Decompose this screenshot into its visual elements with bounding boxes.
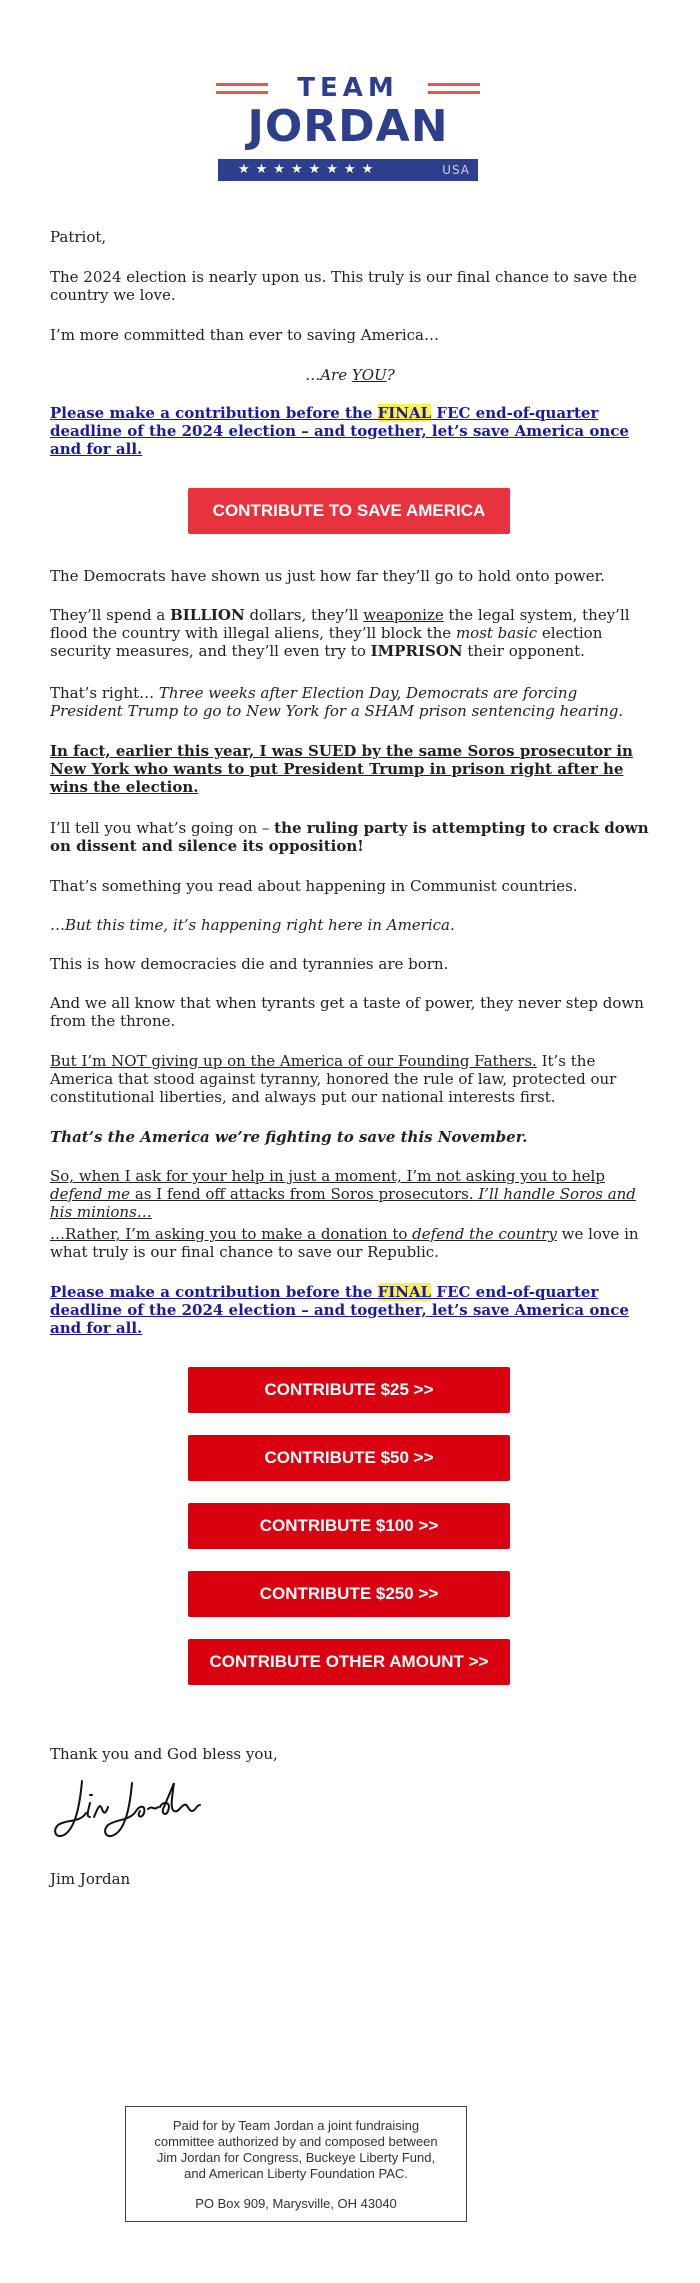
paragraph-11: This is how democracies die and tyrannies are born. — [50, 955, 449, 973]
signature-name: Jim Jordan — [50, 1870, 131, 1888]
disclaimer-text: Paid for by Team Jordan a joint fundraising committee authorized by and composed between Jim Jordan for Congress, Buckeye Liberty Fund, and American Liberty Foundation PAC. — [154, 2118, 438, 2181]
signature-icon — [50, 1773, 210, 1853]
paragraph-1: The 2024 election is nearly upon us. This truly is our final chance to save the country we love. — [50, 268, 637, 304]
paragraph-16: …Rather, I’m asking you to make a donation to defend the country we love in what truly is our final chance to save our Republic. — [50, 1225, 639, 1261]
contribute-25-button[interactable]: CONTRIBUTE $25 >> — [188, 1367, 510, 1413]
contribute-to-save-america-button[interactable]: CONTRIBUTE TO SAVE AMERICA — [188, 488, 510, 534]
paragraph-2: I’m more committed than ever to saving America… — [50, 326, 439, 344]
logo-stars-bar — [218, 159, 478, 181]
paid-for-by-disclaimer — [125, 2106, 467, 2222]
paragraph-14: That’s the America we’re fighting to save this November. — [50, 1128, 528, 1146]
closing: Thank you and God bless you, — [50, 1745, 278, 1763]
paragraph-15: So, when I ask for your help in just a moment, I’m not asking you to help defend me as I fend off attacks from Soros prosecutors. I’ll handle Soros and his minions… — [50, 1167, 636, 1221]
paragraph-9: That’s something you read about happening in Communist countries. — [50, 877, 578, 895]
logo-usa-text: USA — [442, 163, 470, 177]
contribute-100-button[interactable]: CONTRIBUTE $100 >> — [188, 1503, 510, 1549]
contribute-50-button[interactable]: CONTRIBUTE $50 >> — [188, 1435, 510, 1481]
paragraph-5: They’ll spend a BILLION dollars, they’ll weaponize the legal system, they’ll flood the country with illegal aliens, they’ll block the most basic election security measures, and they’ll even try to IMPRISON their opponent. — [50, 606, 630, 660]
disclaimer-address: PO Box 909, Marysville, OH 43040 — [195, 2196, 397, 2211]
logo-jordan-text: JORDAN — [247, 101, 449, 152]
contribute-other-amount-button[interactable]: CONTRIBUTE OTHER AMOUNT >> — [188, 1639, 510, 1685]
paragraph-6: That’s right… Three weeks after Election Day, Democrats are forcing President Trump to go to New York for a SHAM prison sentencing hearing. — [50, 684, 624, 720]
paragraph-8: I’ll tell you what’s going on – the ruling party is attempting to crack down on dissent and silence its opposition! — [50, 819, 649, 855]
logo-team-text: TEAM — [297, 73, 399, 103]
paragraph-10: …But this time, it’s happening right here in America. — [50, 916, 455, 934]
logo-stripes-right — [428, 83, 480, 95]
paragraph-are-you: …Are YOU? — [305, 366, 395, 384]
paragraph-12: And we all know that when tyrants get a taste of power, they never step down from the throne. — [50, 994, 644, 1030]
contribute-link-top[interactable]: Please make a contribution before the FINAL FEC end-of-quarter deadline of the 2024 election – and together, let’s save America once and for all. — [50, 404, 629, 458]
paragraph-13: But I’m NOT giving up on the America of our Founding Fathers. It’s the America that stood against tyranny, honored the rule of law, protected our constitutional liberties, and always put our national interests first. — [50, 1052, 617, 1106]
contribute-link-bottom[interactable]: Please make a contribution before the FINAL FEC end-of-quarter deadline of the 2024 election – and together, let’s save America once and for all. — [50, 1283, 629, 1337]
paragraph-7: In fact, earlier this year, I was SUED by the same Soros prosecutor in New York who wants to put President Trump in prison right after he wins the election. — [50, 742, 633, 796]
contribute-250-button[interactable]: CONTRIBUTE $250 >> — [188, 1571, 510, 1617]
greeting: Patriot, — [50, 228, 107, 246]
team-jordan-logo — [216, 75, 480, 183]
paragraph-4: The Democrats have shown us just how far they’ll go to hold onto power. — [50, 567, 605, 585]
stars-icon: ★★★★★★★★ — [238, 162, 380, 177]
